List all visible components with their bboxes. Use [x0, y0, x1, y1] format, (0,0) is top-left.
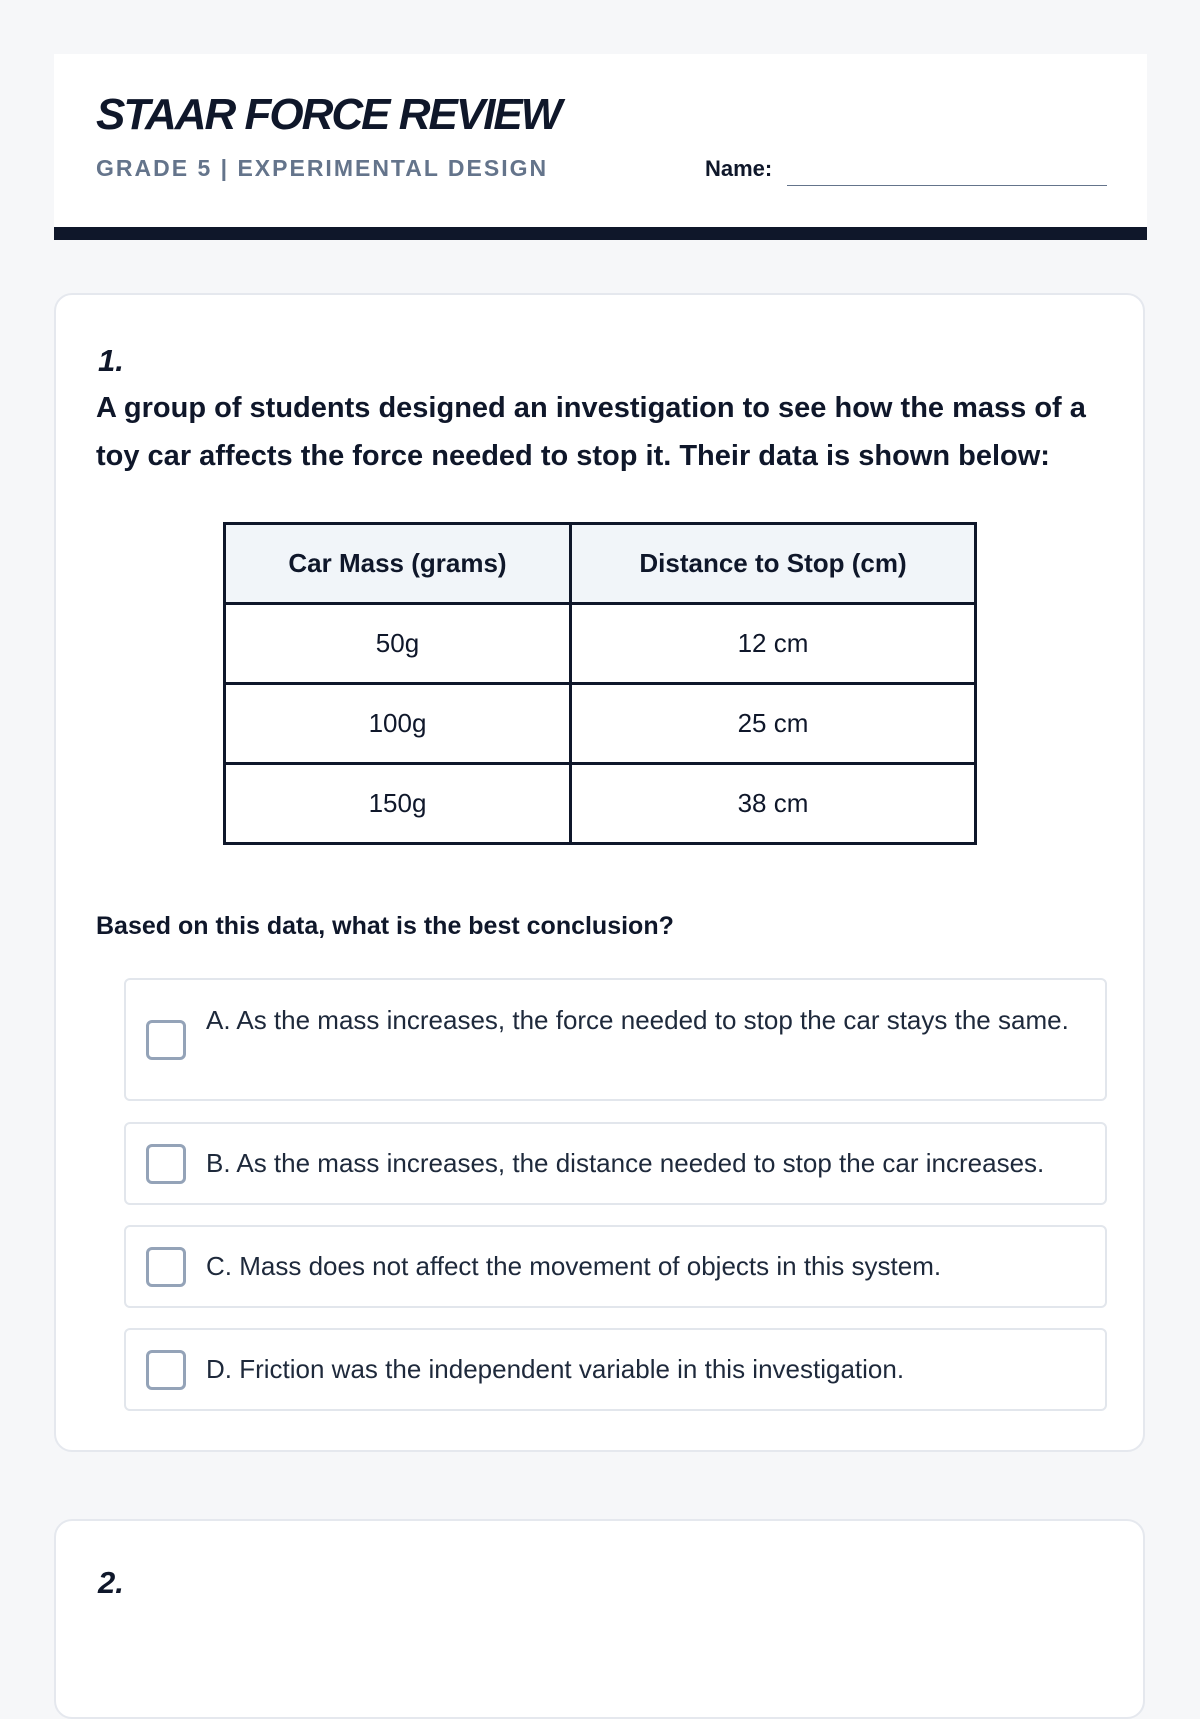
table-cell-distance: 12 cm	[571, 604, 976, 684]
table-row	[225, 684, 976, 764]
table-cell-mass: 150g	[225, 764, 571, 844]
option-c-text: C. Mass does not affect the movement of objects in this system.	[206, 1251, 942, 1281]
page-subtitle: GRADE 5 | EXPERIMENTAL DESIGN	[96, 155, 549, 181]
question-number: 1.	[98, 343, 124, 378]
checkbox-a[interactable]	[146, 1020, 186, 1060]
table-cell-mass: 100g	[225, 684, 571, 764]
data-table	[223, 522, 977, 845]
name-field[interactable]	[787, 185, 1107, 186]
column-header-distance: Distance to Stop (cm)	[571, 524, 976, 604]
table-cell-mass: 50g	[225, 604, 571, 684]
header-divider	[54, 227, 1147, 240]
question-text: A group of students designed an investigation to see how the mass of a toy car affects the force needed to stop it. Their data is shown below:	[96, 392, 1086, 472]
table-header-row	[225, 524, 976, 604]
checkbox-d[interactable]	[146, 1350, 186, 1390]
table-row	[225, 764, 976, 844]
question-card-2	[54, 1519, 1145, 1719]
answer-option-b[interactable]	[124, 1122, 1107, 1205]
option-b-text: B. As the mass increases, the distance needed to stop the car increases.	[206, 1148, 1045, 1178]
option-a-text: A. As the mass increases, the force needed to stop the car stays the same.	[206, 1005, 1069, 1035]
name-label: Name:	[705, 156, 773, 181]
question-prompt: Based on this data, what is the best conclusion?	[96, 912, 674, 940]
checkbox-b[interactable]	[146, 1144, 186, 1184]
table-cell-distance: 25 cm	[571, 684, 976, 764]
question-card-1	[54, 293, 1145, 1452]
worksheet-header	[54, 54, 1147, 240]
checkbox-c[interactable]	[146, 1247, 186, 1287]
table-cell-distance: 38 cm	[571, 764, 976, 844]
column-header-car-mass: Car Mass (grams)	[225, 524, 571, 604]
answer-option-c[interactable]	[124, 1225, 1107, 1308]
answer-option-d[interactable]	[124, 1328, 1107, 1411]
option-d-text: D. Friction was the independent variable in this investigation.	[206, 1354, 905, 1384]
page-title: STAAR FORCE REVIEW	[96, 90, 561, 139]
question-number: 2.	[98, 1565, 124, 1600]
table-row	[225, 604, 976, 684]
answer-option-a[interactable]	[124, 978, 1107, 1101]
